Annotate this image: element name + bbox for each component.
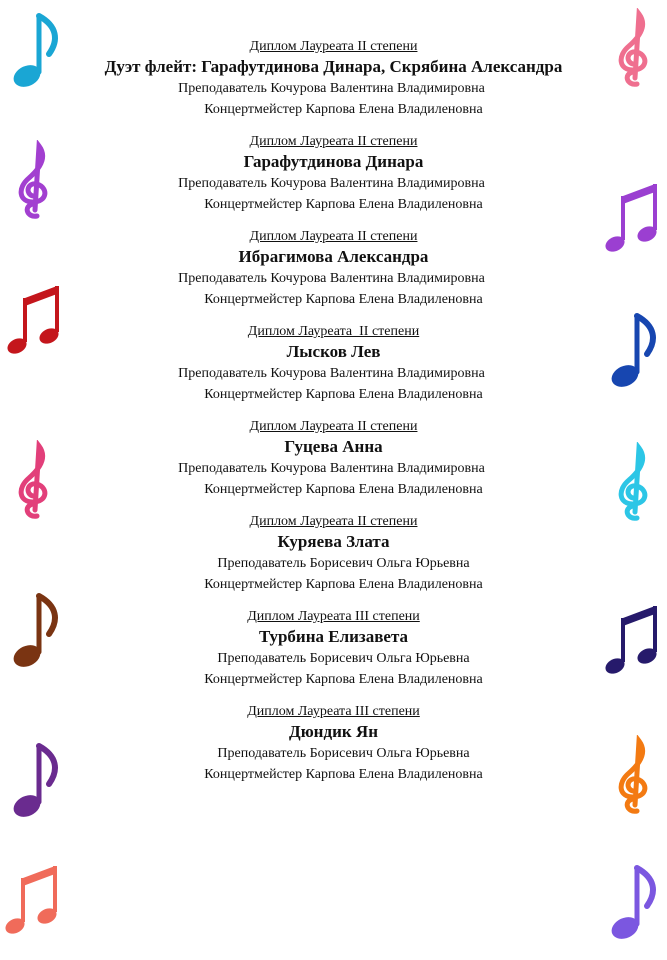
award-entry bbox=[0, 322, 667, 405]
teacher-line: Преподаватель Борисевич Ольга Юрьевна bbox=[217, 651, 470, 666]
accompanist-line: Концертмейстер Карпова Елена Владиленовна bbox=[204, 767, 483, 782]
award-entry bbox=[0, 607, 667, 690]
eighth-note-icon bbox=[603, 862, 663, 942]
teacher-line: Преподаватель Кочурова Валентина Владимировна bbox=[178, 366, 485, 381]
award-entry bbox=[0, 227, 667, 310]
diploma-title: Диплом Лауреата II степени bbox=[249, 39, 418, 54]
awards-list bbox=[0, 37, 667, 797]
diploma-title: Диплом Лауреата III степени bbox=[247, 704, 420, 719]
beamed-notes-icon bbox=[3, 860, 63, 940]
accompanist-line: Концертмейстер Карпова Елена Владиленовна bbox=[204, 292, 483, 307]
teacher-line: Преподаватель Борисевич Ольга Юрьевна bbox=[217, 746, 470, 761]
laureate-name: Дуэт флейт: Гарафутдинова Динара, Скрябина Александра bbox=[104, 57, 563, 76]
award-entry bbox=[0, 417, 667, 500]
award-entry bbox=[0, 132, 667, 215]
award-entry bbox=[0, 702, 667, 785]
accompanist-line: Концертмейстер Карпова Елена Владиленовна bbox=[204, 197, 483, 212]
laureate-name: Куряева Злата bbox=[277, 532, 390, 551]
accompanist-line: Концертмейстер Карпова Елена Владиленовна bbox=[204, 482, 483, 497]
laureate-name: Ибрагимова Александра bbox=[238, 247, 429, 266]
laureate-name: Турбина Елизавета bbox=[258, 627, 409, 646]
diploma-title: Диплом Лауреата II степени bbox=[249, 229, 418, 244]
accompanist-line: Концертмейстер Карпова Елена Владиленовна bbox=[204, 102, 483, 117]
teacher-line: Преподаватель Кочурова Валентина Владимировна bbox=[178, 81, 485, 96]
award-entry bbox=[0, 512, 667, 595]
diploma-title: Диплом Лауреата II степени bbox=[247, 324, 420, 339]
teacher-line: Преподаватель Борисевич Ольга Юрьевна bbox=[217, 556, 470, 571]
teacher-line: Преподаватель Кочурова Валентина Владимировна bbox=[178, 271, 485, 286]
teacher-line: Преподаватель Кочурова Валентина Владимировна bbox=[178, 461, 485, 476]
laureate-name: Дюндик Ян bbox=[289, 722, 378, 741]
teacher-line: Преподаватель Кочурова Валентина Владимировна bbox=[178, 176, 485, 191]
accompanist-line: Концертмейстер Карпова Елена Владиленовна bbox=[204, 672, 483, 687]
diploma-title: Диплом Лауреата II степени bbox=[249, 514, 418, 529]
accompanist-line: Концертмейстер Карпова Елена Владиленовна bbox=[204, 577, 483, 592]
award-entry bbox=[0, 37, 667, 120]
laureate-name: Гарафутдинова Динара bbox=[243, 152, 424, 171]
diploma-title: Диплом Лауреата II степени bbox=[249, 134, 418, 149]
accompanist-line: Концертмейстер Карпова Елена Владиленовна bbox=[204, 387, 483, 402]
diploma-title: Диплом Лауреата II степени bbox=[249, 419, 418, 434]
laureate-name: Лысков Лев bbox=[286, 342, 381, 361]
diploma-title: Диплом Лауреата III степени bbox=[247, 609, 420, 624]
laureate-name: Гуцева Анна bbox=[284, 437, 383, 456]
